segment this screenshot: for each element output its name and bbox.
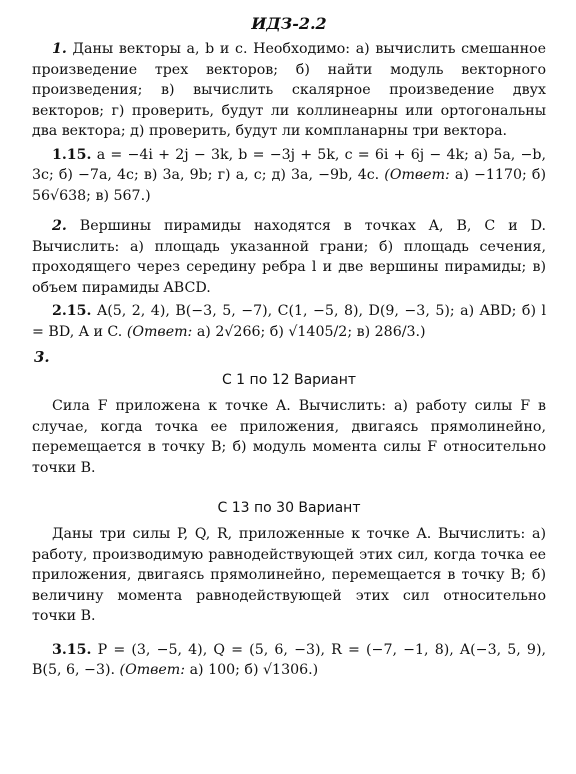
task3-answer: а) 100; б) √1306.): [189, 662, 319, 678]
task2-answer: а) 2√266; б) √1405/2; в) 286/3.): [196, 323, 426, 340]
task3-number: 3.: [34, 348, 50, 366]
task3-heading-1: С 1 по 12 Вариант: [221, 372, 357, 388]
task1-variant: [32, 145, 546, 207]
task3-variant: [32, 640, 546, 681]
task2-variant-number: 2.15.: [52, 303, 92, 319]
task1-statement: [32, 39, 546, 142]
task1-answer-label: (Ответ:: [384, 167, 450, 183]
task2-answer-label: (Ответ:: [126, 323, 193, 340]
task3-variant-number: 3.15.: [52, 641, 92, 658]
task2-variant-text: A(5, 2, 4), B(−3, 5, −7), C(1, −5, 8), D(9, −3, 5); а) ABD; б) l = BD, A и C.: [32, 303, 546, 340]
task3-heading-2: С 13 по 30 Вариант: [217, 500, 361, 516]
task3-variant-text: P = (3, −5, 4), Q = (5, 6, −3), R = (−7, −1, 8), A(−3, 5, 9), B(5, 6, −3).: [32, 641, 547, 678]
task2-variant: [32, 301, 546, 342]
task3-answer-label: (Ответ:: [119, 662, 186, 678]
task3-text-2: Даны три силы P, Q, R, приложенные к точке A. Вычислить: а) работу, производимую равнодействующей этих сил, когда точка ее приложения, двигаясь прямолинейно, перемещается в точку B; б) величину момента равнодействующей этих сил относительно точки B.: [32, 526, 546, 624]
page-title: ИДЗ-2.2: [251, 14, 327, 33]
task1-number: 1.: [52, 41, 67, 57]
task2-statement: [32, 216, 546, 298]
task1-variant-number: 1.15.: [52, 146, 92, 163]
task1-variant-text: a = −4i + 2j − 3k, b = −3j + 5k, c = 6i + 6j − 4k; а) 5a, −b, 3c; б) −7a, 4c; в) 3a, 9b; г) a, c; д) 3a, −9b, 4c.: [32, 146, 546, 183]
task2-text: Вершины пирамиды находятся в точках A, B, C и D. Вычислить: а) площадь указанной грани; б) площадь сечения, проходящего через середину ребра l и две вершины пирамиды; в) объем пирамиды ABCD.: [32, 218, 547, 296]
task1-text: Даны векторы a, b и c. Необходимо: а) вычислить смешанное произведение трех векторов; б) найти модуль векторного произведения; в) вычислить скалярное произведение двух векторов; г) проверить, будут ли коллинеарны или ортогональны два вектора; д) проверить, будут ли компланарны три вектора.: [32, 41, 546, 139]
task2-number: 2.: [52, 218, 67, 234]
task3-text-1: Сила F приложена к точке A. Вычислить: а) работу силы F в случае, когда точка ее приложения, двигаясь прямолинейно, перемещается в точку B; б) модуль момента силы F относительно точки B.: [32, 398, 546, 476]
task1-answer: а) −1170; б) 56√638; в) 567.): [32, 167, 546, 204]
